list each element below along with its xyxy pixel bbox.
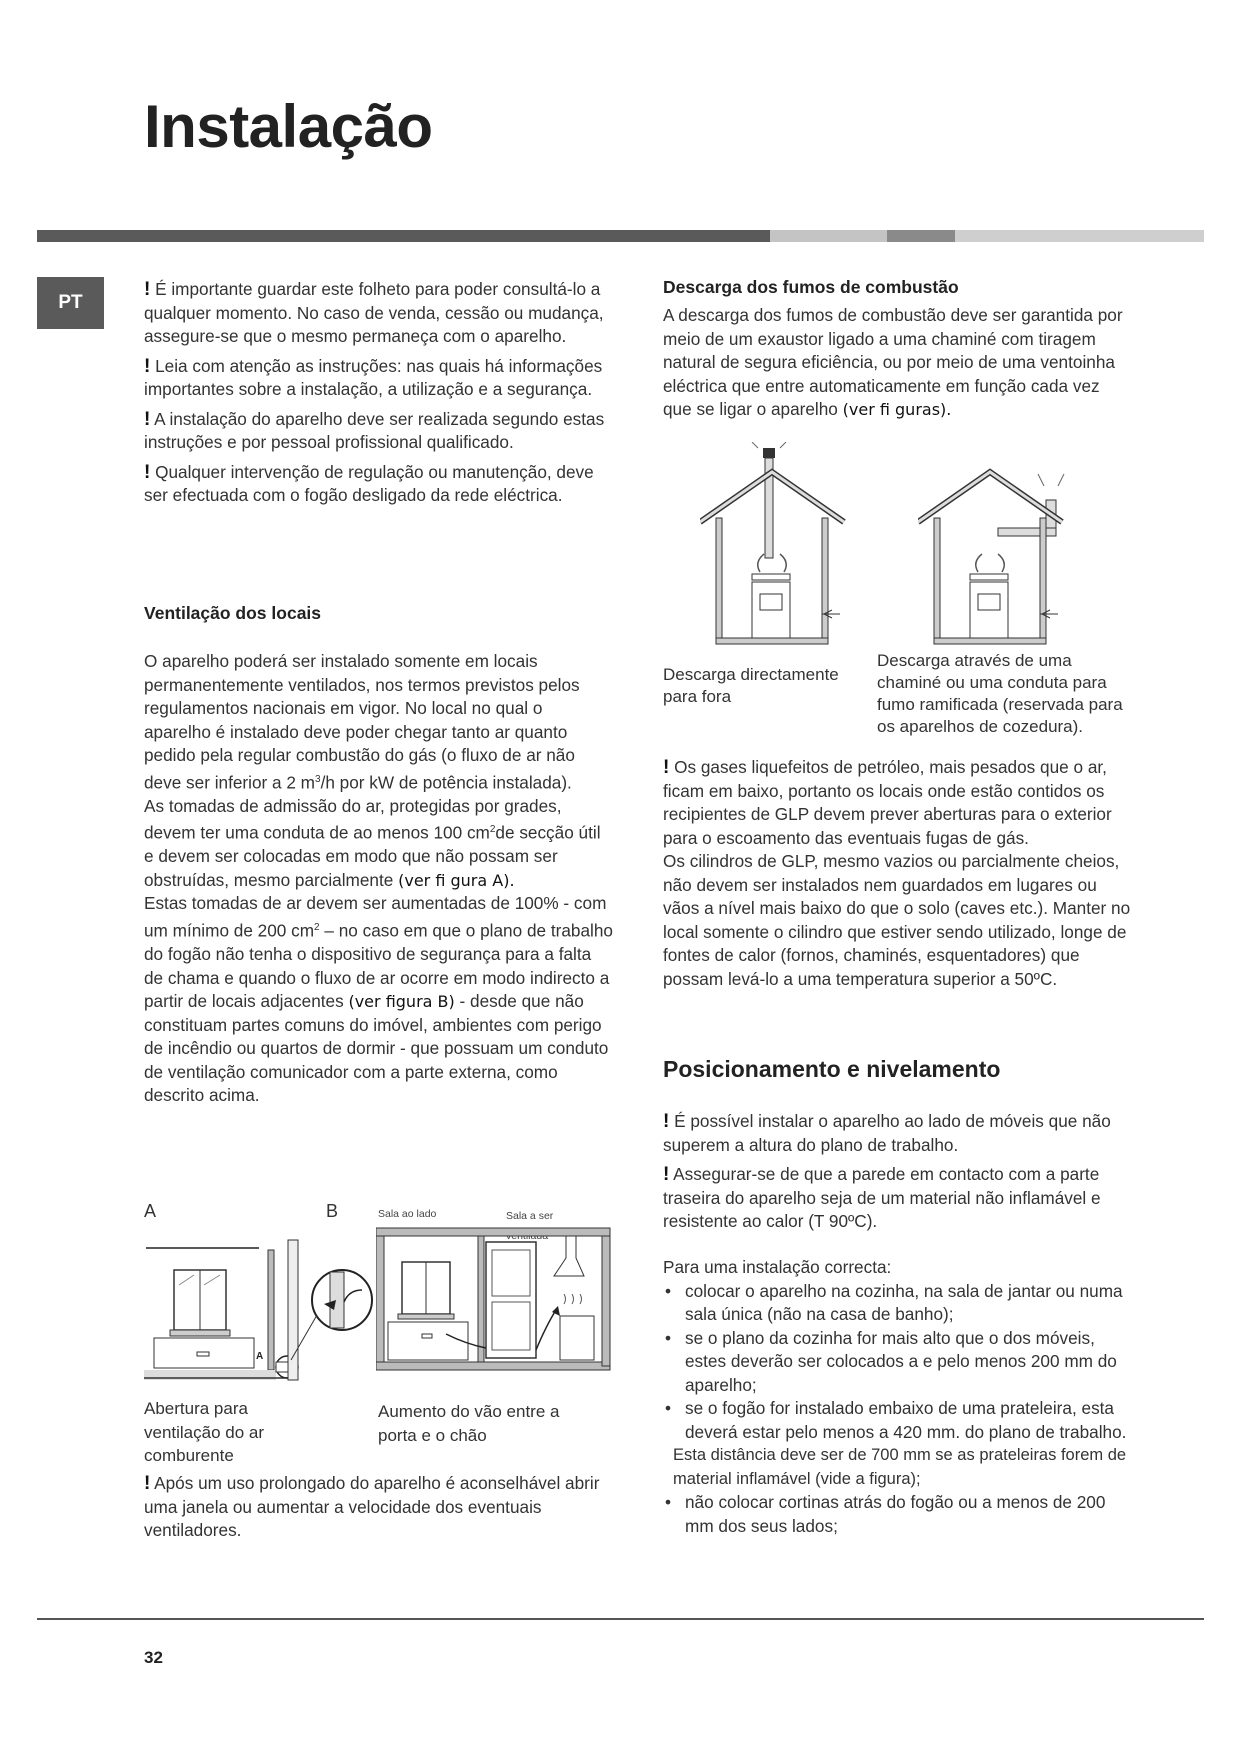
figure-b-caption: Aumento do vão entre a porta e o chão xyxy=(378,1402,560,1445)
shelf-note: Esta distância deve ser de 700 mm se as prateleiras forem de material inflamável (vide a figura); xyxy=(673,1446,1127,1488)
house-figure-chimney xyxy=(918,442,1088,652)
final-note: ! Após um uso prolongado do aparelho é aconselhável abrir uma janela ou aumentar a velocidade dos eventuais ventiladores. xyxy=(144,1473,600,1540)
language-tab: PT xyxy=(37,277,104,329)
list-item: • se o fogão for instalado embaixo de uma prateleira, esta deverá estar pelo menos a 420 mm. do plano de trabalho. xyxy=(663,1397,1133,1444)
positioning-notes: ! É possível instalar o aparelho ao lado de móveis que não superem a altura do plano de trabalho. ! Assegurar-se de que a parede em contacto com a parte traseira do aparelho seja de um material não inflamável e resistente ao calor (T 90ºC). xyxy=(663,1111,1111,1231)
intro-note-4: ! Qualquer intervenção de regulação ou manutenção, deve ser efectuada com o fogão desligado da rede eléctrica. xyxy=(144,461,594,505)
left-column xyxy=(144,278,614,514)
figure-b-label: B xyxy=(326,1201,339,1221)
list-item: • se o plano da cozinha for mais alto que o dos móveis, estes deverão ser colocados a e pelo menos 200 mm do aparelho; xyxy=(663,1327,1133,1398)
fumes-text: A descarga dos fumos de combustão deve ser garantida por meio de um exaustor ligado a uma chaminé com tiragem natural de segura eficiência, ou por meio de uma ventoinha eléctrica que entre automaticamente em função cada vez que se ligar o aparelho (ver fi guras). xyxy=(663,305,1123,419)
figure-b-drawing xyxy=(376,1226,616,1376)
figure-a-caption: Abertura para ventilação do ar comburente xyxy=(144,1399,265,1465)
figure-b-room-side: Sala ao lado xyxy=(378,1208,437,1220)
correct-install-intro: Para uma instalação correcta: xyxy=(663,1257,892,1277)
ventilation-text xyxy=(144,650,614,1108)
intro-note-2: ! Leia com atenção as instruções: nas quais há informações importantes sobre a instalação, a utilização e a segurança. xyxy=(144,355,603,399)
house-figure-direct-caption: Descarga directamente para fora xyxy=(663,665,839,706)
page-title: Instalação xyxy=(144,93,433,160)
intro-note-3: ! A instalação do aparelho deve ser realizada segundo estas instruções e por pessoal profissional qualificado. xyxy=(144,408,605,452)
footer-rule xyxy=(37,1618,1204,1620)
ventilation-paragraph-3: Estas tomadas de ar devem ser aumentadas de 100% - com um mínimo de 200 $cm^2$ – no caso em que o plano de trabalho do fogão não tenha o dispositivo de segurança para a falta de chama e quando o fluxo de ar ocorre em modo indirecto a partir de locais adjacentes (ver figura B) - desde que não constituam partes comuns do imóvel, ambientes com perigo de incêndio ou quartos de dormir - que possuam um conduto de ventilação comunicador com a parte externa, como descrito acima. xyxy=(144,893,613,1106)
page-number: 32 xyxy=(144,1648,163,1667)
figure-a-marker: A xyxy=(256,1351,264,1362)
header-bar-light xyxy=(770,230,887,242)
ventilation-heading: Ventilação dos locais xyxy=(144,603,322,623)
glp-text: ! Os gases liquefeitos de petróleo, mais pesados que o ar, ficam em baixo, portanto os locais onde estão contidos os recipientes de GLP devem prever aberturas para o exterior para o escoamento das eventuais fugas de gás. Os cilindros de GLP, mesmo vazios ou parcialmente cheios, não devem ser instalados nem guardados em lugares ou vãos a nível mais baixo do que o solo (caves etc.). Manter no local somente o cilindro que estiver sendo utilizado, longe de fontes de calor (fornos, chaminés, esquentadores) que possam levá-lo a uma temperatura superior a 50ºC. xyxy=(663,757,1131,989)
installation-list xyxy=(663,1256,1133,1538)
positioning-heading: Posicionamento e nivelamento xyxy=(663,1056,1001,1082)
ventilation-paragraph-1: O aparelho poderá ser instalado somente em locais permanentemente ventilados, nos termos previstos pelos regulamentos nacionais em vigor. No local no qual o aparelho é instalado deve poder chegar tanto ar quanto pedido pela regular combustão do gás (o fluxo de ar não deve ser inferior a 2 $m^3/h$ por kW de potência instalada). xyxy=(144,651,580,793)
figure-a-drawing xyxy=(144,1230,374,1390)
header-bar-mid xyxy=(887,230,955,242)
intro-note-1: ! É importante guardar este folheto para poder consultá-lo a qualquer momento. No caso de venda, cessão ou mudança, assegure-se que o mesmo permaneça com o aparelho. xyxy=(144,279,604,346)
list-item: • não colocar cortinas atrás do fogão ou a menos de 200 mm dos seus lados; xyxy=(663,1491,1133,1538)
fumes-heading: Descarga dos fumos de combustão xyxy=(663,277,959,297)
figure-a-label: A xyxy=(144,1201,157,1221)
house-figure-direct xyxy=(700,442,850,652)
house-figure-chimney-caption: Descarga através de uma chaminé ou uma conduta para fumo ramificada (reservada para os aparelhos de cozedura). xyxy=(877,651,1123,736)
ventilation-paragraph-2: As tomadas de admissão do ar, protegidas por grades, devem ter uma conduta de ao menos 100 $cm^2de$ secção útil e devem ser colocadas em modo que não possam ser obstruídas, mesmo parcialmente (ver fi gura A). xyxy=(144,795,601,890)
figure-b-room-vent: Sala a ser xyxy=(506,1210,554,1222)
install-bullets xyxy=(663,1280,1133,1445)
header-bar-light-end xyxy=(955,230,1204,242)
list-item: • colocar o aparelho na cozinha, na sala de jantar ou numa sala única (não na casa de banho); xyxy=(663,1280,1133,1327)
header-bar-dark xyxy=(37,230,770,242)
